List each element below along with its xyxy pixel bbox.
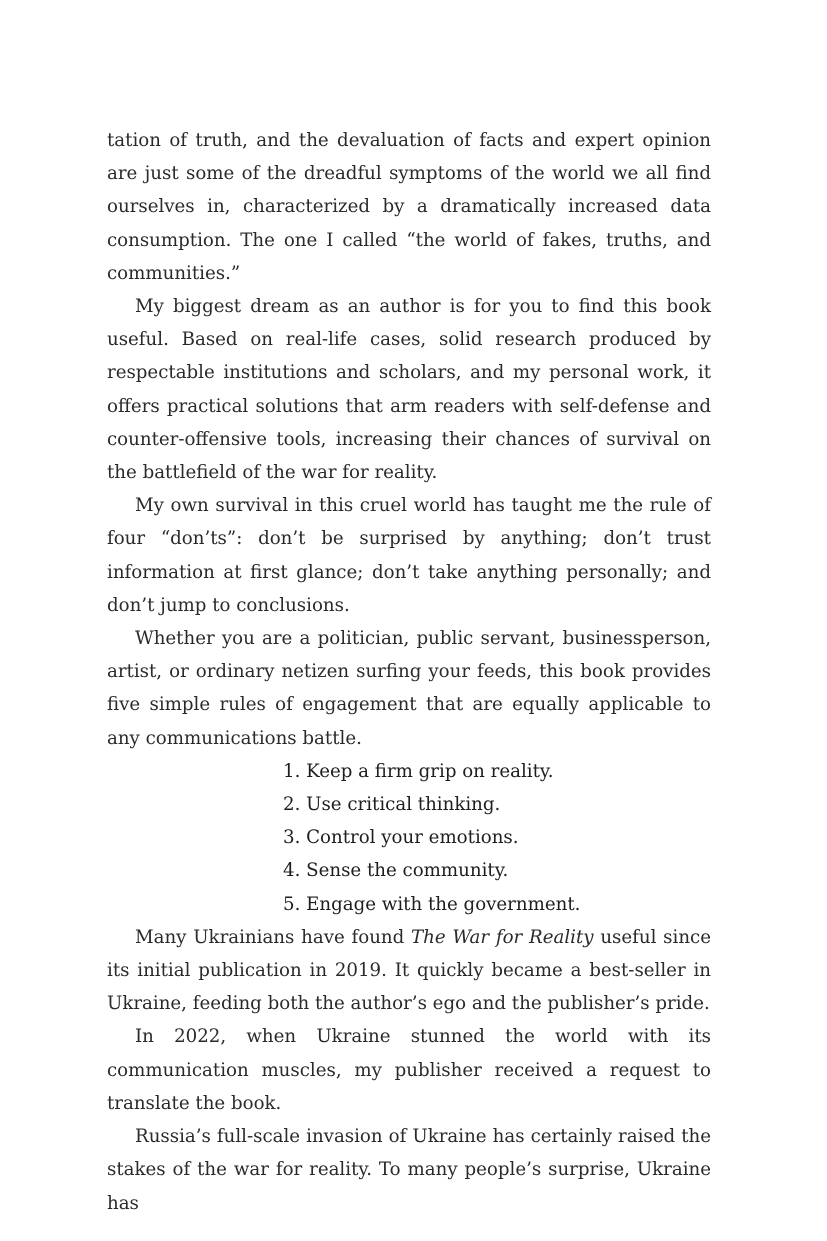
rule-item: 2. Use critical thinking.	[283, 794, 501, 816]
rule-item: 3. Control your emotions.	[283, 827, 519, 849]
rule-item: 1. Keep a firm grip on reality.	[283, 760, 554, 782]
rules-of-engagement-list	[107, 755, 711, 921]
rule-item: 4. Sense the community.	[283, 860, 509, 882]
book-paragraph-lead: Many Ukrainians have found	[135, 926, 412, 948]
paragraph-translation-request: In 2022, when Ukraine stunned the world with its communication muscles, my publisher received a request to translate the book.	[107, 1026, 711, 1114]
paragraph-dream: My biggest dream as an author is for you to find this book useful. Based on real-life cases, solid research produced by respectable institutions and scholars, and my personal work, it offers practical solutions that arm readers with self-defense and counter-offensive tools, increasing their chances of survival on the battlefield of the war for reality.	[107, 296, 711, 484]
paragraph-four-donts: My own survival in this cruel world has taught me the rule of four “don’ts”: don’t be surprised by anything; don’t trust information at first glance; don’t take anything personally; and don’t jump to conclusions.	[107, 495, 711, 616]
book-page-body	[107, 124, 711, 1220]
book-title: The War for Reality	[411, 926, 594, 948]
rule-item: 5. Engage with the government.	[283, 893, 581, 915]
paragraph-invasion: Russia’s full-scale invasion of Ukraine has certainly raised the stakes of the war for reality. To many people’s surprise, Ukraine has	[107, 1126, 711, 1214]
book-paragraph-rest: useful since its initial publication in 2019. It quickly became a best-seller in Ukraine, feeding both the author’s ego and the publisher’s pride.	[107, 926, 711, 1015]
paragraph-book-success	[107, 921, 711, 1021]
paragraph-continuation: tation of truth, and the devaluation of facts and expert opinion are just some of the dreadful symptoms of the world we all find ourselves in, characterized by a dramatically increased data consumption. The one I called “the world of fakes, truths, and communities.”	[107, 130, 711, 284]
paragraph-rules-intro: Whether you are a politician, public servant, businessperson, artist, or ordinary netizen surfing your feeds, this book provides five simple rules of engagement that are equally applicable to any communications battle.	[107, 628, 711, 749]
